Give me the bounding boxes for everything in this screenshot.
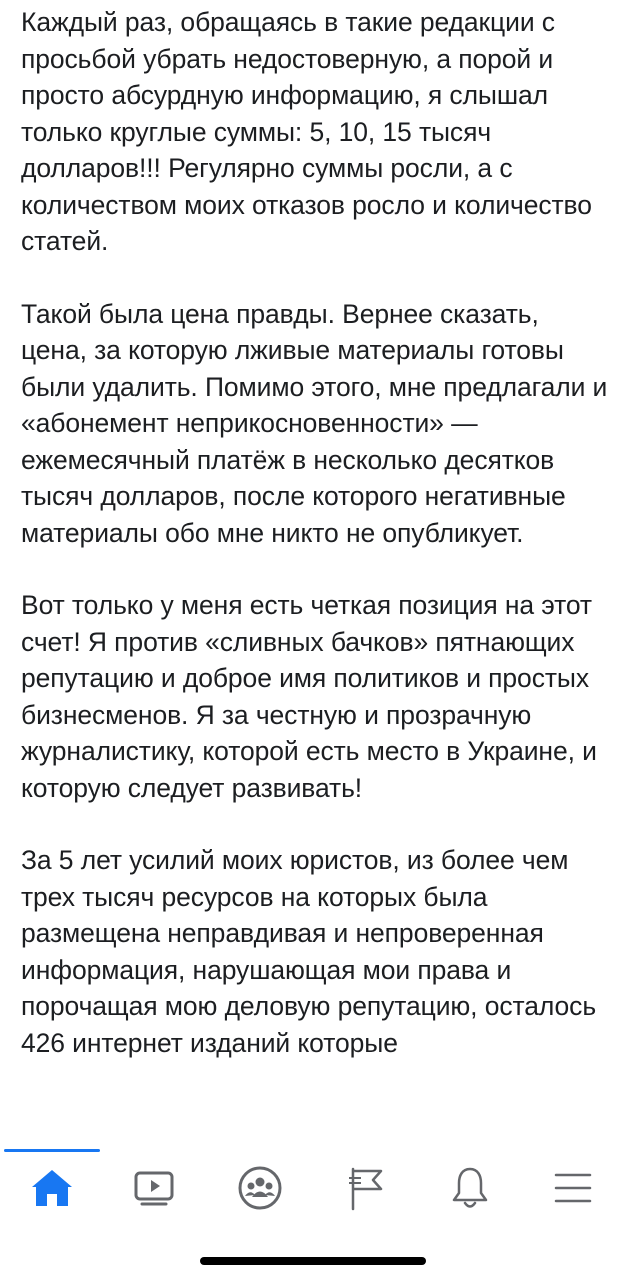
flag-icon xyxy=(343,1165,387,1211)
tab-video[interactable] xyxy=(125,1162,185,1214)
bell-icon xyxy=(448,1165,492,1211)
home-indicator-bar[interactable] xyxy=(200,1257,426,1265)
tab-groups[interactable] xyxy=(230,1162,290,1214)
groups-icon xyxy=(237,1165,283,1211)
tab-notifications[interactable] xyxy=(440,1162,500,1214)
tab-home[interactable] xyxy=(22,1162,82,1214)
post-paragraph: За 5 лет усилий моих юристов, из более чем трех тысяч ресурсов на которых была размещена неправдивая и непроверенная информация, нарушающая мои права и порочащая мою деловую репутацию, осталось 426 интернет изданий которые xyxy=(21,845,597,1058)
menu-icon xyxy=(553,1168,593,1208)
post-body xyxy=(21,0,611,1142)
active-tab-indicator xyxy=(4,1149,100,1152)
video-icon xyxy=(133,1168,177,1208)
tab-menu[interactable] xyxy=(543,1162,603,1214)
home-icon xyxy=(30,1168,74,1208)
post-paragraph: Каждый раз, обращаясь в такие редакции с просьбой убрать недостоверную, а порой и просто абсурдную информацию, я слышал только круглые суммы: 5, 10, 15 тысяч долларов!!! Регулярно суммы росли, а с количеством моих отказов росло и количество статей. xyxy=(21,7,592,256)
post-paragraph: Такой была цена правды. Вернее сказать, цена, за которую лживые материалы готовы были удалить. Помимо этого, мне предлагали и «абонемент неприкосновенности» — ежемесячный платёж в несколько десятков тысяч долларов, после которого негативные материалы обо мне никто не опубликует. xyxy=(21,298,608,548)
post-paragraph: Вот только у меня есть четкая позиция на этот счет! Я против «сливных бачков» пятнающих репутацию и доброе имя политиков и простых бизнесменов. Я за честную и прозрачную журналистику, которой есть место в Украине, и которую следует развивать! xyxy=(21,590,597,803)
tab-pages[interactable] xyxy=(335,1162,395,1214)
